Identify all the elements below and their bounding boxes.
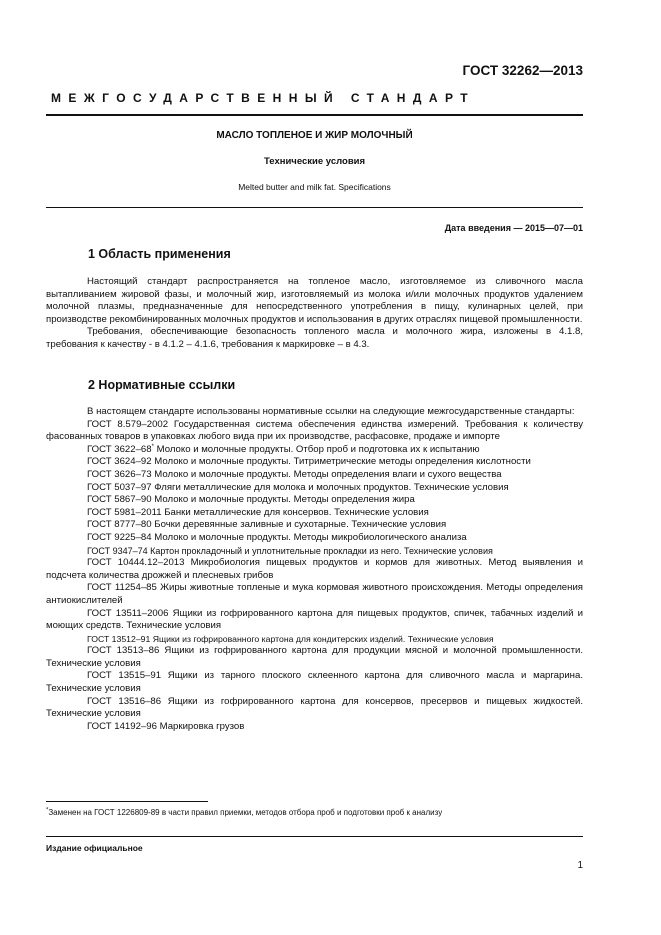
reference-item: ГОСТ 13512–91 Ящики из гофрированного картона для кондитерских изделий. Технические условия — [87, 633, 494, 644]
document-title: МАСЛО ТОПЛЕНОЕ И ЖИР МОЛОЧНЫЙ — [216, 130, 413, 141]
document-code: ГОСТ 32262—2013 — [462, 63, 583, 78]
section-2-intro: В настоящем стандарте использованы нормативные ссылки на следующие межгосударственные стандарты: — [87, 406, 575, 417]
reference-code: ГОСТ 3622–68 — [87, 443, 152, 455]
introduction-date: Дата введения — 2015—07—01 — [444, 223, 583, 233]
reference-item: ГОСТ 13513–86 Ящики из гофрированного картона для продукции мясной и молочной промышленности. Технические условия — [46, 645, 583, 669]
edition-label: Издание официальное — [46, 843, 143, 853]
footnote-text: Заменен на ГОСТ 1226809-89 в части правил приемки, методов отбора проб и подготовки проб к анализу — [48, 808, 443, 817]
reference-item: ГОСТ 10444.12–2013 Микробиология пищевых продуктов и кормов для животных. Метод выявления и подсчета количества дрожжей и плесневых грибов — [46, 557, 583, 581]
reference-title: Молоко и молочные продукты. Отбор проб и подготовка их к испытанию — [153, 443, 480, 455]
reference-item: ГОСТ 11254–85 Жиры животные топленые и мука кормовая животного происхождения. Методы определения антиокислителей — [46, 582, 583, 606]
reference-item: ГОСТ 5867–90 Молоко и молочные продукты. Методы определения жира — [87, 494, 415, 506]
header-rule — [46, 114, 583, 116]
reference-item: ГОСТ 3624–92 Молоко и молочные продукты. Титриметрические методы определения кислотности — [87, 456, 531, 468]
page-number: 1 — [577, 860, 583, 871]
title-rule — [46, 207, 583, 208]
reference-item: ГОСТ 9225–84 Молоко и молочные продукты. Методы микробиологического анализа — [87, 531, 467, 543]
reference-item: ГОСТ 8777–80 Бочки деревянные заливные и сухотарные. Технические условия — [87, 519, 447, 531]
footnote — [46, 808, 442, 817]
reference-item: ГОСТ 5981–2011 Банки металлические для консервов. Технические условия — [87, 506, 429, 518]
reference-item: ГОСТ 3626–73 Молоко и молочные продукты. Методы определения влаги и сухого вещества — [87, 468, 502, 480]
section-1-paragraph: Настоящий стандарт распространяется на топленое масло, изготовляемое из сливочного масла вытапливанием жировой фазы, и молочный жир, изготовляемый из молока и/или молочных продуктов удалением молочной плазмы, предназначенные для непосредственного употребления в пищу, кулинарных целей, при производстве рекомбинированных молочных продуктов и использования в других отраслях пищевой промышленности. — [46, 276, 583, 325]
section-1-paragraph: Требования, обеспечивающие безопасность топленого масла и молочного жира, изложены в 4.1.8, требования к качеству - в 4.1.2 – 4.1.6, требования к маркировке – в 4.3. — [46, 326, 583, 350]
section-2-body — [46, 406, 583, 733]
reference-item: ГОСТ 13515–91 Ящики из тарного плоского склеенного картона для сливочного масла и маргарина. Технические условия — [46, 670, 583, 695]
footnote-rule — [46, 801, 208, 802]
reference-item: ГОСТ 5037–97 Фляги металлические для молока и молочных продуктов. Технические условия — [87, 481, 509, 493]
footer-rule — [46, 836, 583, 837]
reference-item: ГОСТ 14192–96 Маркировка грузов — [87, 720, 245, 732]
english-title: Melted butter and milk fat. Specifications — [238, 182, 391, 192]
interstate-standard-label: МЕЖГОСУДАРСТВЕННЫЙ СТАНДАРТ — [51, 91, 476, 105]
section-2-heading: 2 Нормативные ссылки — [88, 378, 236, 392]
document-subtitle: Технические условия — [263, 156, 366, 167]
footnote-marker: * — [151, 443, 154, 450]
reference-item: ГОСТ 13516–86 Ящики из гофрированного картона для консервов, пресервов и пищевых жидкостей. Технические условия — [46, 695, 583, 720]
reference-item: ГОСТ 13511–2006 Ящики из гофрированного картона для пищевых продуктов, спичек, табачных изделий и моющих средств. Технические условия — [46, 607, 583, 632]
reference-item: ГОСТ 8.579–2002 Государственная система обеспечения единства измерений. Требования к количеству фасованных товаров в упаковках любого вида при их производстве, расфасовке, продаже и импорте — [46, 418, 583, 443]
reference-item: ГОСТ 9347–74 Картон прокладочный и уплотнительные прокладки из него. Технические условия — [87, 545, 493, 556]
section-1-heading: 1 Область применения — [88, 247, 231, 261]
section-1-body — [46, 276, 583, 352]
footnote-mark: * — [46, 807, 49, 814]
reference-item — [46, 444, 583, 457]
